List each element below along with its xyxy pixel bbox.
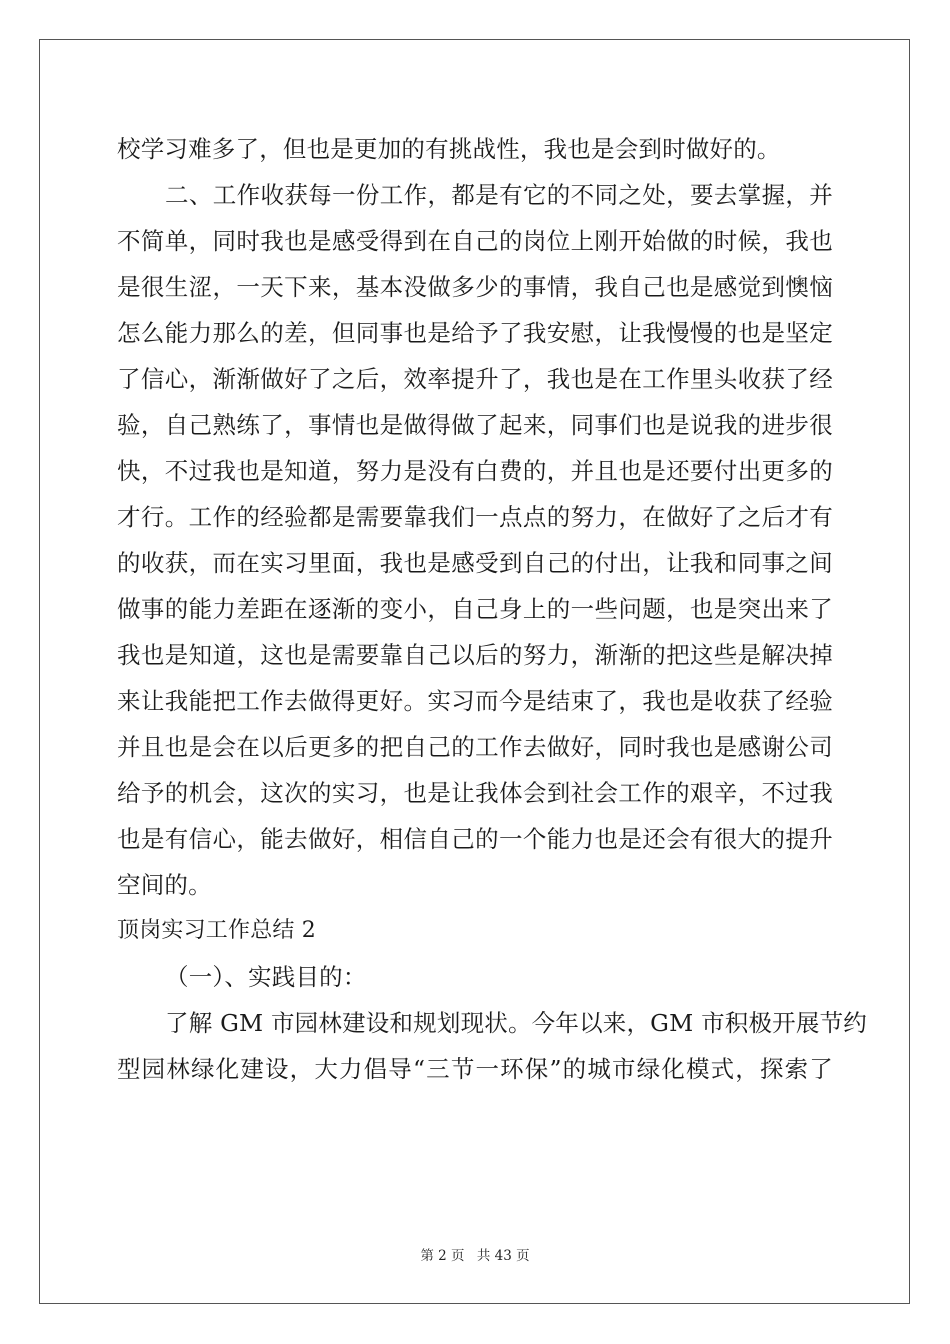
text-line: 验，自己熟练了，事情也是做得做了起来，同事们也是说我的进步很	[117, 411, 833, 439]
text-line: 我也是知道，这也是需要靠自己以后的努力，渐渐的把这些是解决掉	[117, 641, 833, 669]
text-line: 来让我能把工作去做得更好。实习而今是结束了，我也是收获了经验	[117, 687, 833, 715]
text-line: 也是有信心，能去做好，相信自己的一个能力也是还会有很大的提升	[117, 825, 833, 853]
page-number: 第 2 页	[420, 1248, 465, 1264]
text-line: 校学习难多了，但也是更加的有挑战性，我也是会到时做好的。	[117, 135, 781, 163]
text-line: 了解 GM 市园林建设和规划现状。今年以来，GM 市积极开展节约	[165, 1009, 867, 1037]
text-line: 不简单，同时我也是感受得到在自己的岗位上刚开始做的时候，我也	[117, 227, 833, 255]
text-line: 怎么能力那么的差，但同事也是给予了我安慰，让我慢慢的也是坚定	[117, 319, 833, 347]
page-footer	[0, 1244, 950, 1264]
section-heading: 顶岗实习工作总结 2	[117, 918, 316, 943]
text-line: 空间的。	[117, 871, 212, 899]
page-total: 共 43 页	[476, 1248, 530, 1264]
text-line: 了信心，渐渐做好了之后，效率提升了，我也是在工作里头收获了经	[117, 365, 833, 393]
text-line: 做事的能力差距在逐渐的变小，自己身上的一些问题，也是突出来了	[117, 595, 833, 623]
text-line: 并且也是会在以后更多的把自己的工作去做好，同时我也是感谢公司	[117, 733, 833, 761]
section-subheading: （一）、实践目的：	[165, 963, 367, 991]
document-body	[117, 126, 867, 1092]
text-line: 快，不过我也是知道，努力是没有白费的，并且也是还要付出更多的	[117, 457, 833, 485]
text-line: 型园林绿化建设，大力倡导“三节一环保”的城市绿化模式，探索了	[117, 1055, 833, 1083]
text-line: 才行。工作的经验都是需要靠我们一点点的努力，在做好了之后才有	[117, 503, 833, 531]
text-line: 二、工作收获每一份工作，都是有它的不同之处，要去掌握，并	[165, 181, 833, 209]
text-line: 是很生涩，一天下来，基本没做多少的事情，我自己也是感觉到懊恼	[117, 273, 833, 301]
text-line: 给予的机会，这次的实习，也是让我体会到社会工作的艰辛，不过我	[117, 779, 833, 807]
text-line: 的收获，而在实习里面，我也是感受到自己的付出，让我和同事之间	[117, 549, 833, 577]
